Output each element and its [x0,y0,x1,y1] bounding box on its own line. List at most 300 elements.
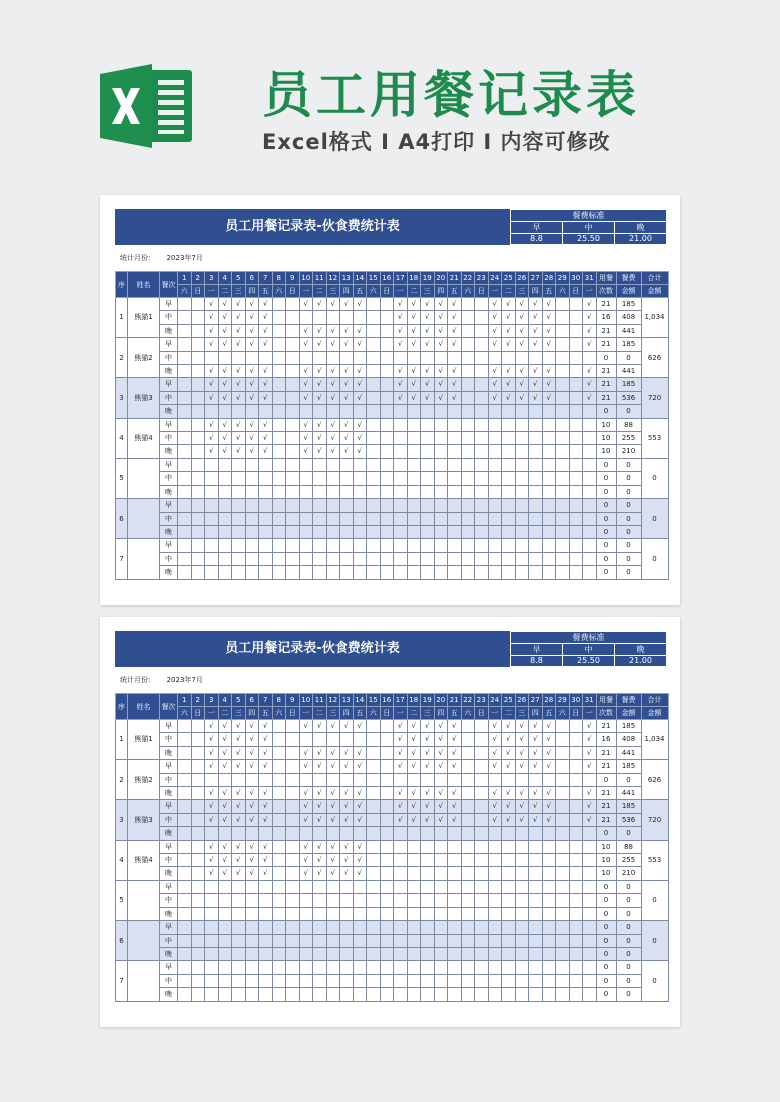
check-mark-icon: √ [218,787,232,800]
day-cell [461,947,475,960]
check-mark-icon: √ [259,746,273,759]
day-cell [515,880,529,893]
day-cell [245,988,259,1001]
check-mark-icon: √ [542,365,556,378]
day-cell [475,921,489,934]
meal-count: 16 [596,733,616,746]
day-cell [353,539,367,552]
day-cell [461,827,475,840]
check-mark-icon: √ [353,746,367,759]
check-mark-icon: √ [448,787,462,800]
day-cell [286,773,300,786]
day-cell [502,974,516,987]
day-cell [178,934,192,947]
check-mark-icon: √ [502,311,516,324]
check-mark-icon: √ [218,733,232,746]
day-cell [394,921,408,934]
day-cell [326,311,340,324]
check-mark-icon: √ [205,720,219,733]
day-cell [502,539,516,552]
check-mark-icon: √ [299,338,313,351]
check-mark-icon: √ [421,338,435,351]
check-mark-icon: √ [313,324,327,337]
day-cell [542,934,556,947]
day-cell [461,720,475,733]
check-mark-icon: √ [218,311,232,324]
day-cell [367,552,381,565]
day-cell [218,907,232,920]
day-cell [259,485,273,498]
meal-name: 早 [160,800,178,813]
day-cell [245,539,259,552]
day-cell [448,472,462,485]
check-mark-icon: √ [353,391,367,404]
day-cell [448,458,462,471]
meal-name: 早 [160,499,178,512]
day-cell [340,499,354,512]
day-cell [178,512,192,525]
day-cell [191,773,205,786]
day-cell [569,539,583,552]
check-mark-icon: √ [502,720,516,733]
day-cell [529,840,543,853]
check-mark-icon: √ [515,311,529,324]
day-header: 10 [299,694,313,707]
day-cell [367,405,381,418]
day-cell [461,485,475,498]
day-cell [448,351,462,364]
check-mark-icon: √ [245,445,259,458]
day-cell [326,894,340,907]
employee-name [128,458,160,498]
record-sheet [100,617,680,1027]
day-cell [569,800,583,813]
weekday-header: 一 [583,707,597,720]
check-mark-icon: √ [407,813,421,826]
day-header: 2 [191,694,205,707]
day-cell [299,907,313,920]
day-cell [191,894,205,907]
day-cell [380,720,394,733]
check-mark-icon: √ [353,418,367,431]
day-cell [380,512,394,525]
day-cell [542,773,556,786]
weekday-header: 四 [529,707,543,720]
weekday-header: 一 [299,707,313,720]
check-mark-icon: √ [218,378,232,391]
check-mark-icon: √ [245,432,259,445]
check-mark-icon: √ [434,800,448,813]
check-mark-icon: √ [583,338,597,351]
day-cell [434,552,448,565]
meal-amount: 0 [616,458,641,471]
day-cell [421,867,435,880]
day-cell [394,405,408,418]
day-cell [583,458,597,471]
day-cell [542,351,556,364]
day-cell [488,880,502,893]
meal-count: 0 [596,552,616,565]
table-row [116,485,669,498]
table-row [116,566,669,579]
day-cell [272,988,286,1001]
check-mark-icon: √ [353,378,367,391]
check-mark-icon: √ [232,445,246,458]
employee-total: 0 [641,539,668,579]
table-row [116,961,669,974]
day-cell [232,827,246,840]
day-cell [583,552,597,565]
meal-count: 0 [596,525,616,538]
day-cell [178,894,192,907]
day-cell [353,907,367,920]
day-header: 5 [232,694,246,707]
check-mark-icon: √ [502,733,516,746]
check-mark-icon: √ [299,800,313,813]
check-mark-icon: √ [353,840,367,853]
day-cell [488,921,502,934]
check-mark-icon: √ [583,787,597,800]
day-cell [191,720,205,733]
meal-name: 中 [160,391,178,404]
day-cell [367,512,381,525]
day-cell [488,961,502,974]
weekday-header: 五 [542,285,556,298]
day-cell [475,338,489,351]
table-row [116,311,669,324]
employee-name: 熊猫2 [128,760,160,800]
day-cell [259,512,273,525]
check-mark-icon: √ [434,338,448,351]
day-header: 30 [569,694,583,707]
day-cell [380,552,394,565]
day-cell [232,351,246,364]
day-cell [556,746,570,759]
day-cell [421,880,435,893]
day-cell [583,854,597,867]
day-cell [394,840,408,853]
day-cell [380,432,394,445]
day-cell [367,894,381,907]
check-mark-icon: √ [326,787,340,800]
day-cell [232,472,246,485]
meal-amount: 210 [616,867,641,880]
day-cell [178,787,192,800]
day-cell [461,566,475,579]
check-mark-icon: √ [421,733,435,746]
check-mark-icon: √ [448,378,462,391]
day-cell [245,552,259,565]
day-cell [569,472,583,485]
employee-seq: 1 [116,720,128,760]
day-cell [299,311,313,324]
day-cell [326,988,340,1001]
day-cell [272,880,286,893]
day-cell [272,854,286,867]
day-cell [421,827,435,840]
day-cell [556,974,570,987]
day-cell [191,552,205,565]
table-row [116,499,669,512]
day-cell [286,733,300,746]
day-cell [502,525,516,538]
meal-name: 中 [160,813,178,826]
day-cell [448,934,462,947]
day-cell [353,485,367,498]
check-mark-icon: √ [488,298,502,311]
month-label: 统计月份: [120,676,151,684]
weekday-header: 日 [191,707,205,720]
day-cell [394,512,408,525]
day-header: 27 [529,694,543,707]
day-cell [515,988,529,1001]
day-cell [542,867,556,880]
day-cell [313,947,327,960]
check-mark-icon: √ [488,800,502,813]
day-cell [434,894,448,907]
check-mark-icon: √ [515,378,529,391]
check-mark-icon: √ [326,418,340,431]
weekday-header: 五 [259,707,273,720]
check-mark-icon: √ [502,746,516,759]
day-cell [191,485,205,498]
day-cell [502,566,516,579]
table-row [116,827,669,840]
weekday-header: 六 [272,285,286,298]
check-mark-icon: √ [488,720,502,733]
employee-name: 熊猫1 [128,298,160,338]
table-row [116,800,669,813]
check-mark-icon: √ [340,854,354,867]
day-cell [394,432,408,445]
weekday-header: 三 [326,285,340,298]
day-cell [191,947,205,960]
day-cell [380,733,394,746]
day-cell [488,773,502,786]
day-cell [340,405,354,418]
day-cell [434,827,448,840]
day-cell [178,800,192,813]
day-cell [556,733,570,746]
check-mark-icon: √ [340,324,354,337]
meal-name: 早 [160,458,178,471]
check-mark-icon: √ [421,746,435,759]
day-cell [448,974,462,987]
day-cell [380,539,394,552]
check-mark-icon: √ [326,445,340,458]
check-mark-icon: √ [407,720,421,733]
day-cell [542,445,556,458]
table-row [116,773,669,786]
day-cell [326,552,340,565]
employee-name: 熊猫4 [128,418,160,458]
weekday-header: 四 [340,707,354,720]
check-mark-icon: √ [313,338,327,351]
check-mark-icon: √ [313,813,327,826]
day-cell [407,499,421,512]
day-header: 11 [313,272,327,285]
check-mark-icon: √ [488,378,502,391]
day-cell [218,485,232,498]
meal-count: 0 [596,907,616,920]
check-mark-icon: √ [502,378,516,391]
check-mark-icon: √ [313,867,327,880]
meal-amount: 0 [616,921,641,934]
weekday-header: 六 [367,285,381,298]
check-mark-icon: √ [434,391,448,404]
day-cell [353,458,367,471]
day-cell [556,405,570,418]
day-cell [191,813,205,826]
check-mark-icon: √ [245,391,259,404]
day-header: 15 [367,694,381,707]
check-mark-icon: √ [434,760,448,773]
table-row [116,934,669,947]
employee-name [128,880,160,920]
day-cell [407,961,421,974]
check-mark-icon: √ [299,720,313,733]
day-cell [407,907,421,920]
check-mark-icon: √ [205,365,219,378]
day-cell [191,365,205,378]
day-cell [569,894,583,907]
day-cell [286,298,300,311]
check-mark-icon: √ [394,800,408,813]
meal-count: 0 [596,485,616,498]
check-mark-icon: √ [313,746,327,759]
weekday-header: 三 [326,707,340,720]
check-mark-icon: √ [340,840,354,853]
day-cell [286,351,300,364]
check-mark-icon: √ [205,746,219,759]
check-mark-icon: √ [232,720,246,733]
day-cell [178,338,192,351]
check-mark-icon: √ [326,378,340,391]
check-mark-icon: √ [529,324,543,337]
day-cell [272,539,286,552]
seq-header: 序 [116,272,128,298]
day-cell [367,988,381,1001]
employee-total: 626 [641,760,668,800]
day-cell [191,787,205,800]
day-cell [367,499,381,512]
day-cell [448,867,462,880]
meal-name: 晚 [160,827,178,840]
day-cell [448,880,462,893]
day-cell [367,525,381,538]
check-mark-icon: √ [259,324,273,337]
standard-meal: 早 [511,644,563,655]
day-cell [178,418,192,431]
day-header: 21 [448,694,462,707]
meal-count: 0 [596,566,616,579]
day-cell [556,418,570,431]
day-cell [434,472,448,485]
day-cell [218,773,232,786]
day-cell [434,499,448,512]
meal-name: 中 [160,472,178,485]
check-mark-icon: √ [421,813,435,826]
day-header: 10 [299,272,313,285]
meal-name: 早 [160,378,178,391]
weekday-header: 六 [178,707,192,720]
day-header: 8 [272,694,286,707]
meal-name: 晚 [160,324,178,337]
check-mark-icon: √ [583,298,597,311]
table-row [116,365,669,378]
day-cell [191,974,205,987]
day-cell [286,746,300,759]
day-cell [191,746,205,759]
check-mark-icon: √ [218,760,232,773]
day-cell [394,894,408,907]
check-mark-icon: √ [299,840,313,853]
day-cell [529,988,543,1001]
day-cell [502,512,516,525]
day-cell [245,961,259,974]
day-cell [583,418,597,431]
day-cell [380,418,394,431]
day-cell [353,499,367,512]
day-cell [502,405,516,418]
check-mark-icon: √ [407,787,421,800]
day-cell [434,485,448,498]
day-cell [556,365,570,378]
day-cell [299,934,313,947]
check-mark-icon: √ [205,324,219,337]
day-cell [245,351,259,364]
day-cell [448,961,462,974]
day-header: 14 [353,694,367,707]
day-cell [232,961,246,974]
day-header: 29 [556,694,570,707]
day-cell [286,472,300,485]
day-cell [326,974,340,987]
day-cell [461,840,475,853]
meal-name: 晚 [160,746,178,759]
day-cell [205,773,219,786]
meal-amount: 408 [616,733,641,746]
check-mark-icon: √ [434,787,448,800]
table-row [116,324,669,337]
day-cell [218,539,232,552]
day-cell [245,907,259,920]
day-cell [245,566,259,579]
check-mark-icon: √ [394,746,408,759]
check-mark-icon: √ [313,720,327,733]
day-cell [556,324,570,337]
day-cell [218,974,232,987]
day-cell [178,485,192,498]
day-cell [556,525,570,538]
meal-amount: 0 [616,773,641,786]
day-cell [461,432,475,445]
day-cell [515,485,529,498]
day-cell [367,566,381,579]
table-row [116,880,669,893]
day-cell [583,894,597,907]
day-cell [434,947,448,960]
weekday-header: 三 [515,285,529,298]
check-mark-icon: √ [353,445,367,458]
day-cell [421,907,435,920]
meal-count: 21 [596,324,616,337]
day-cell [556,854,570,867]
day-cell [515,351,529,364]
meal-name: 早 [160,338,178,351]
table-row [116,512,669,525]
check-mark-icon: √ [353,760,367,773]
